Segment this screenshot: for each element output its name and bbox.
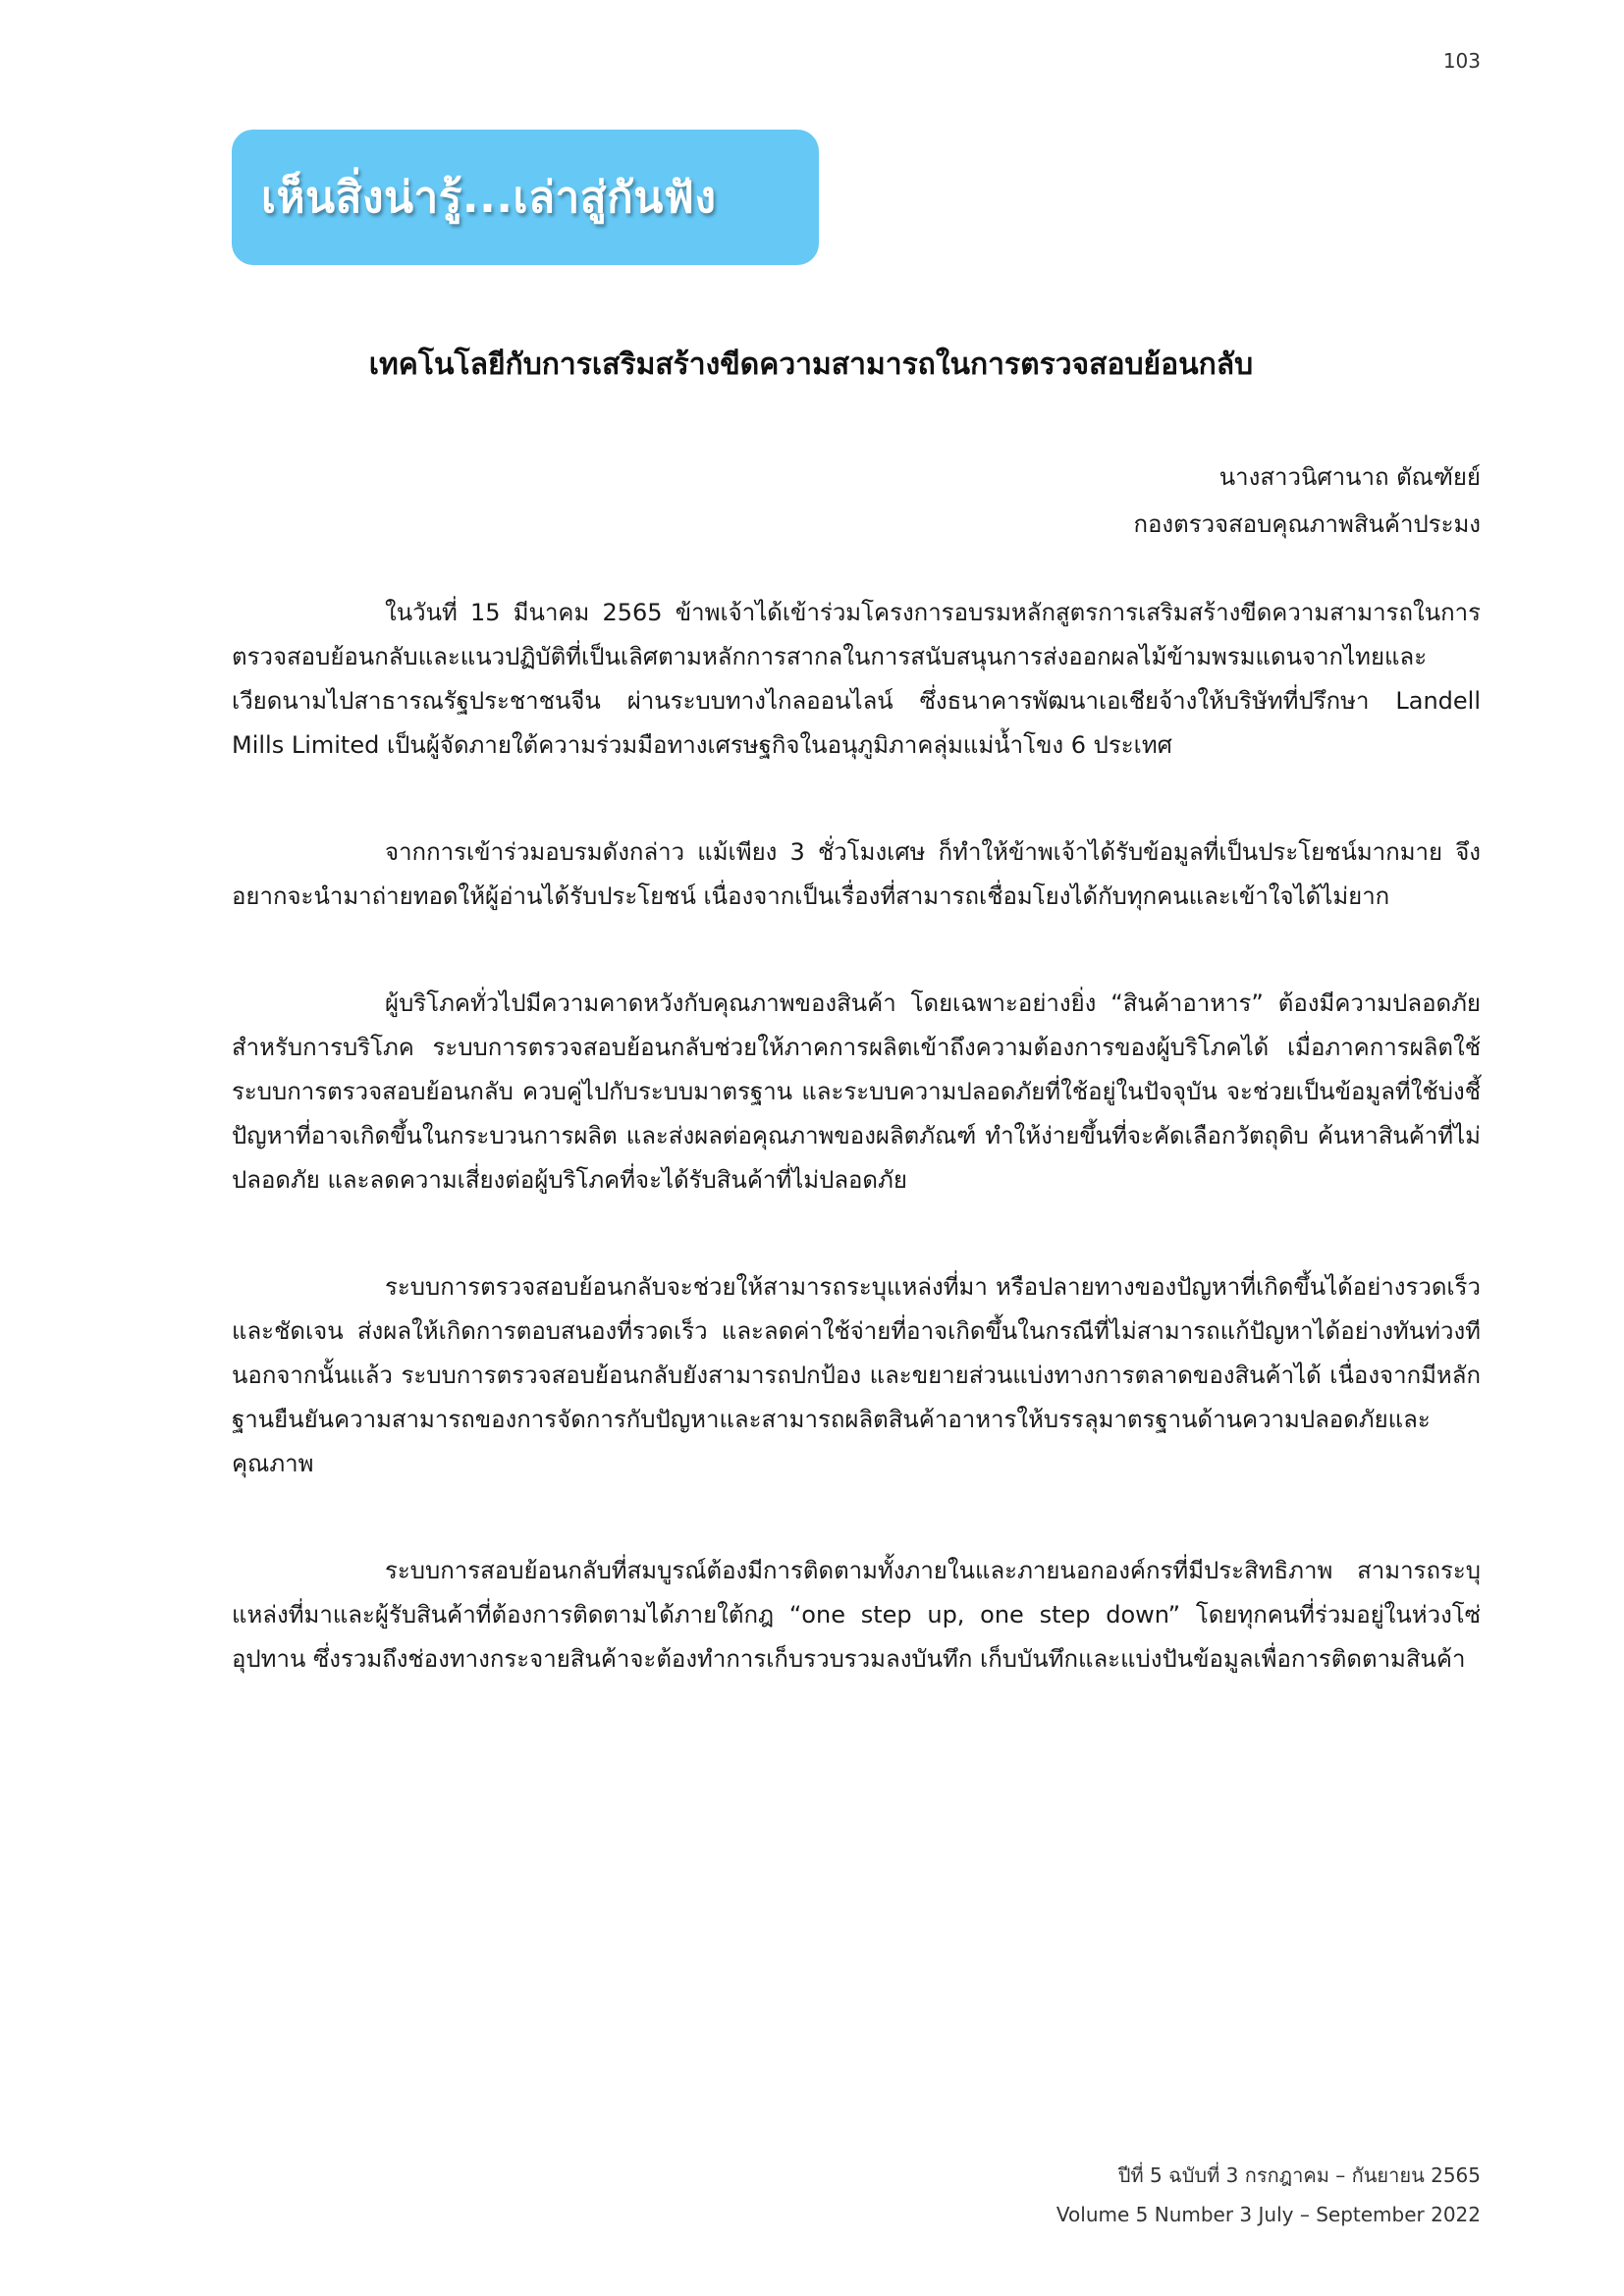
paragraph-5: ระบบการสอบย้อนกลับที่สมบูรณ์ต้องมีการติดตามทั้งภายในและภายนอกองค์กรที่มีประสิทธิภาพ สามารถระบุแหล่งที่มาและผู้รับสินค้าที่ต้องการติดตามได้ภายใต้กฎ “one step up, one step down” โดยทุกคนที่ร่วมอยู่ในห่วงโซ่อุปทาน ซึ่งรวมถึงช่องทางกระจายสินค้าจะต้องทำการเก็บรวบรวมลงบันทึก เก็บบันทึกและแบ่งปันข้อมูลเพื่อการติดตามสินค้า <box>232 1557 1481 1673</box>
article-title: เทคโนโลยีกับการเสริมสร้างขีดความสามารถในการตรวจสอบย้อนกลับ <box>368 347 1254 382</box>
page-number: 103 <box>1442 49 1481 73</box>
article-body <box>232 591 1481 1744</box>
issue-info-thai: ปีที่ 5 ฉบับที่ 3 กรกฎาคม – กันยายน 2565 <box>1117 2163 1481 2187</box>
paragraph-2: จากการเข้าร่วมอบรมดังกล่าว แม้เพียง 3 ชั่วโมงเศษ ก็ทำให้ข้าพเจ้าได้รับข้อมูลที่เป็นประโยชน์มากมาย จึงอยากจะนำมาถ่ายทอดให้ผู้อ่านได้รับประโยชน์ เนื่องจากเป็นเรื่องที่สามารถเชื่อมโยงได้กับทุกคนและเข้าใจได้ไม่ยาก <box>232 838 1481 910</box>
issue-info-english: Volume 5 Number 3 July – September 2022 <box>1056 2203 1481 2226</box>
author-affiliation: กองตรวจสอบคุณภาพสินค้าประมง <box>1133 510 1481 538</box>
paragraph-3: ผู้บริโภคทั่วไปมีความคาดหวังกับคุณภาพของสินค้า โดยเฉพาะอย่างยิ่ง “สินค้าอาหาร” ต้องมีความปลอดภัยสำหรับการบริโภค ระบบการตรวจสอบย้อนกลับช่วยให้ภาคการผลิตเข้าถึงความต้องการของผู้บริโภคได้ เมื่อภาคการผลิตใช้ระบบการตรวจสอบย้อนกลับ ควบคู่ไปกับระบบมาตรฐาน และระบบความปลอดภัยที่ใช้อยู่ในปัจจุบัน จะช่วยเป็นข้อมูลที่ใช้บ่งชี้ปัญหาที่อาจเกิดขึ้นในกระบวนการผลิต และส่งผลต่อคุณภาพของผลิตภัณฑ์ ทำให้ง่ายขึ้นที่จะคัดเลือกวัตถุดิบ ค้นหาสินค้าที่ไม่ปลอดภัย และลดความเสี่ยงต่อผู้บริโภคที่จะได้รับสินค้าที่ไม่ปลอดภัย <box>232 989 1481 1194</box>
section-banner-text: เห็นสิ่งน่ารู้...เล่าสู่กันฟัง <box>261 173 717 223</box>
issue-footer <box>1056 2156 1481 2234</box>
author-block <box>1133 454 1481 548</box>
paragraph-4: ระบบการตรวจสอบย้อนกลับจะช่วยให้สามารถระบุแหล่งที่มา หรือปลายทางของปัญหาที่เกิดขึ้นได้อย่างรวดเร็ว และชัดเจน ส่งผลให้เกิดการตอบสนองที่รวดเร็ว และลดค่าใช้จ่ายที่อาจเกิดขึ้นในกรณีที่ไม่สามารถแก้ปัญหาได้อย่างทันท่วงที นอกจากนั้นแล้ว ระบบการตรวจสอบย้อนกลับยังสามารถปกป้อง และขยายส่วนแบ่งทางการตลาดของสินค้าได้ เนื่องจากมีหลักฐานยืนยันความสามารถของการจัดการกับปัญหาและสามารถผลิตสินค้าอาหารให้บรรลุมาตรฐานด้านความปลอดภัยและคุณภาพ <box>232 1273 1481 1477</box>
paragraph-1: ในวันที่ 15 มีนาคม 2565 ข้าพเจ้าได้เข้าร่วมโครงการอบรมหลักสูตรการเสริมสร้างขีดความสามารถในการตรวจสอบย้อนกลับและแนวปฏิบัติที่เป็นเลิศตามหลักการสากลในการสนับสนุนการส่งออกผลไม้ข้ามพรมแดนจากไทยและเวียดนามไปสาธารณรัฐประชาชนจีน ผ่านระบบทางไกลออนไลน์ ซึ่งธนาคารพัฒนาเอเชียจ้างให้บริษัทที่ปรึกษา Landell Mills Limited เป็นผู้จัดภายใต้ความร่วมมือทางเศรษฐกิจในอนุภูมิภาคลุ่มแม่น้ำโขง 6 ประเทศ <box>232 599 1481 759</box>
section-banner <box>232 130 819 265</box>
author-name: นางสาวนิศานาถ ตัณฑัยย์ <box>1218 463 1481 491</box>
